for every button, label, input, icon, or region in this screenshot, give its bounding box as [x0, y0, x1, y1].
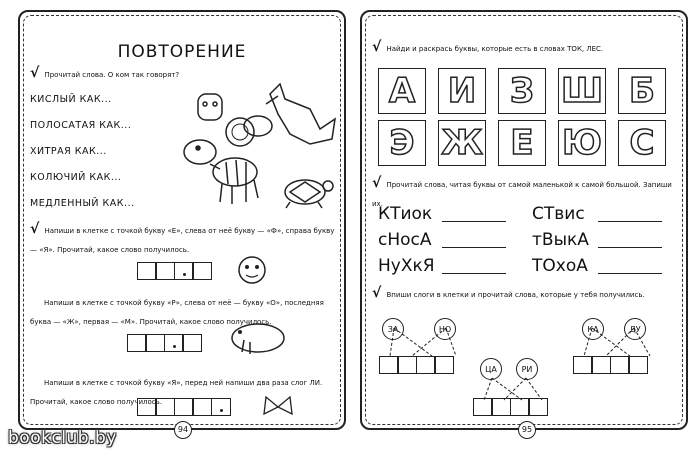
syllable-grid-3[interactable] — [574, 356, 648, 374]
grid-cell[interactable] — [573, 356, 593, 374]
page-title: ПОВТОРЕНИЕ — [117, 42, 247, 62]
grid-cell[interactable] — [155, 262, 175, 280]
grid-cell[interactable] — [491, 398, 511, 416]
answer-line[interactable] — [442, 272, 506, 274]
letter-tile-label: Б — [629, 71, 655, 111]
scrambled-word-5: НуХкЯ — [378, 256, 435, 276]
word-5: МЕДЛЕННЫЙ КАК... — [30, 198, 135, 209]
grid-cell[interactable] — [155, 398, 175, 416]
animals-illustration — [140, 74, 340, 212]
task-3 — [372, 282, 672, 301]
grid-cell[interactable] — [610, 356, 630, 374]
grid-cell-dot[interactable] — [174, 262, 194, 280]
letter-tile[interactable] — [558, 68, 606, 114]
word-2: ПОЛОСАТАЯ КАК... — [30, 120, 132, 131]
scrambled-word-3: сНосА — [378, 230, 432, 250]
grid-cell[interactable] — [397, 356, 417, 374]
task-1-text: Найди и раскрась буквы, которые есть в словах ТОК, ЛЕС. — [386, 45, 604, 53]
walrus-icon — [228, 312, 288, 356]
grid-cell[interactable] — [137, 262, 157, 280]
syllable-du: ДУ — [624, 318, 646, 340]
answer-line[interactable] — [598, 246, 662, 248]
answer-line[interactable] — [598, 272, 662, 274]
grid-cell[interactable] — [528, 398, 548, 416]
task-3-text: Впиши слоги в клетки и прочитай слова, которые у тебя получились. — [386, 291, 645, 299]
syllable-ka: КА — [582, 318, 604, 340]
scrambled-word-1: КТиок — [378, 204, 433, 224]
grid-cell[interactable] — [145, 334, 165, 352]
task-1-text: Прочитай слова. О ком так говорят? — [44, 71, 180, 79]
grid-cell[interactable] — [192, 262, 212, 280]
letter-tile[interactable] — [498, 68, 546, 114]
checkmark-icon: √ — [30, 221, 40, 237]
letter-tile-label: Ш — [560, 71, 603, 111]
answer-line[interactable] — [442, 220, 506, 222]
task-2-text: Прочитай слова, читая буквы от самой маленькой к самой большой. Запиши их. — [372, 181, 672, 208]
task-4-text: Напиши в клетке с точкой букву «Я», перед ней напиши два раза слог ЛИ. Прочитай, какое слово получилось. — [30, 379, 323, 406]
checkmark-icon: √ — [372, 285, 382, 301]
letter-tile[interactable] — [438, 68, 486, 114]
answer-grid-1[interactable] — [138, 262, 212, 280]
letter-tile-label: Е — [510, 123, 534, 163]
letter-tile[interactable] — [378, 68, 426, 114]
letter-tile[interactable] — [558, 120, 606, 166]
grid-cell[interactable] — [434, 356, 454, 374]
right-page — [360, 10, 688, 434]
letter-tile-label: И — [447, 71, 477, 111]
syllable-no: НО — [434, 318, 456, 340]
task-1 — [372, 36, 672, 55]
page-number: 95 — [518, 421, 536, 439]
turtle-icon — [285, 180, 333, 208]
scrambled-word-6: ТОхоА — [532, 256, 588, 276]
letter-tile-label: Ж — [441, 123, 483, 163]
letter-tile-label: С — [629, 123, 655, 163]
scrambled-word-2: СТвис — [532, 204, 585, 224]
syllable-ri: РИ — [516, 358, 538, 380]
grid-cell[interactable] — [182, 334, 202, 352]
letter-tile[interactable] — [618, 120, 666, 166]
answer-line[interactable] — [442, 246, 506, 248]
letter-tile-label: Ю — [562, 123, 602, 163]
answer-grid-3[interactable] — [138, 398, 231, 416]
checkmark-icon: √ — [30, 65, 40, 81]
fox-icon — [266, 84, 335, 144]
bear-face-icon — [198, 94, 222, 120]
grid-cell-dot[interactable] — [211, 398, 231, 416]
syllable-tsa: ЦА — [480, 358, 502, 380]
grid-cell-dot[interactable] — [164, 334, 184, 352]
checkmark-icon: √ — [372, 175, 382, 191]
grid-cell[interactable] — [379, 356, 399, 374]
page-number: 94 — [174, 421, 192, 439]
left-page — [18, 10, 346, 434]
grid-cell[interactable] — [174, 398, 194, 416]
watermark: bookclub.by — [8, 428, 117, 448]
syllable-grid-2[interactable] — [474, 398, 548, 416]
grid-cell[interactable] — [137, 398, 157, 416]
grid-cell[interactable] — [127, 334, 147, 352]
grid-cell[interactable] — [416, 356, 436, 374]
word-3: ХИТРАЯ КАК... — [30, 146, 107, 157]
letter-tile-label: А — [388, 71, 416, 111]
grid-cell[interactable] — [473, 398, 493, 416]
grid-cell[interactable] — [628, 356, 648, 374]
letter-tile[interactable] — [378, 120, 426, 166]
letter-tile-label: Э — [389, 123, 415, 163]
syllable-za: ЗА — [382, 318, 404, 340]
letter-tile[interactable] — [438, 120, 486, 166]
letter-tile-label: З — [509, 71, 535, 111]
task-3-text: Напиши в клетке с точкой букву «Р», слева от неё — букву «О», последняя буква — «Ж», первая — «М». Прочитай, какое слово получилось. — [30, 299, 324, 326]
grid-cell[interactable] — [591, 356, 611, 374]
monkey-icon — [232, 252, 272, 288]
syllable-grid-1[interactable] — [380, 356, 454, 374]
word-4: КОЛЮЧИЙ КАК... — [30, 172, 122, 183]
answer-grid-2[interactable] — [128, 334, 202, 352]
word-1: КИСЛЫЙ КАК... — [30, 94, 112, 105]
grid-cell[interactable] — [510, 398, 530, 416]
letter-tile[interactable] — [498, 120, 546, 166]
grid-cell[interactable] — [192, 398, 212, 416]
checkmark-icon: √ — [372, 39, 382, 55]
scrambled-word-4: тВыкА — [532, 230, 589, 250]
lemon-icon — [226, 116, 272, 146]
zebra-icon — [184, 140, 258, 204]
task-2-text: Напиши в клетке с точкой букву «Е», слева от неё букву — «Ф», справа букву — «Я». Прочитай, какое слово получилось. — [30, 227, 335, 254]
butterfly-icon — [260, 392, 296, 422]
task-2 — [30, 218, 335, 256]
letter-tile[interactable] — [618, 68, 666, 114]
answer-line[interactable] — [598, 220, 662, 222]
